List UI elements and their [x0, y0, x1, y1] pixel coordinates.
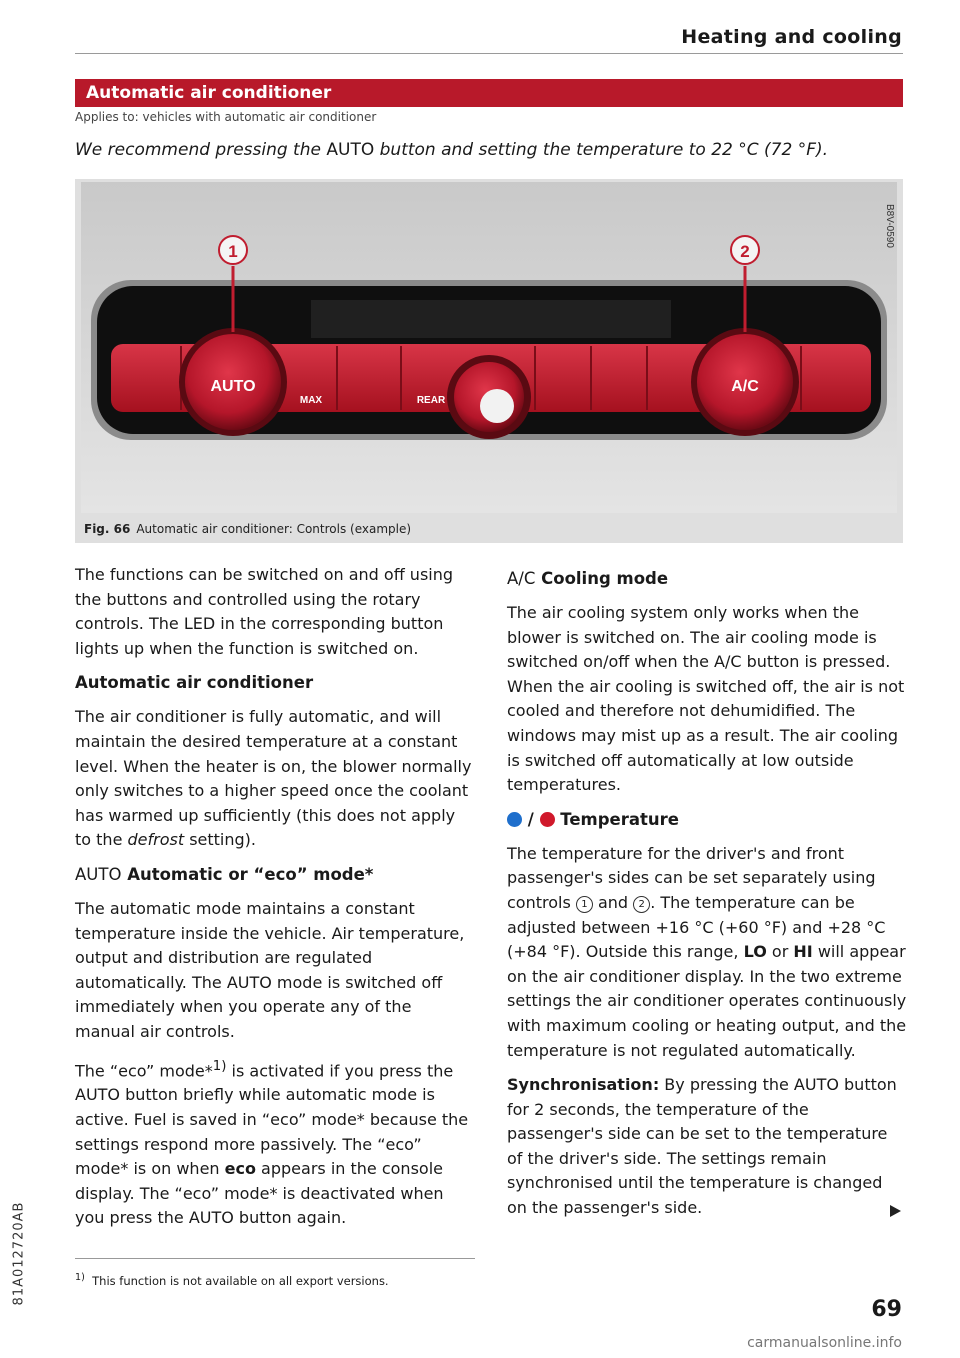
- continue-arrow-icon: [890, 1205, 901, 1217]
- figure-ref-code: B8V-0590: [884, 204, 895, 248]
- header-divider: [75, 53, 903, 54]
- section-title: Automatic air conditioner: [86, 83, 332, 103]
- callout-2: 2: [740, 242, 750, 261]
- footnote-divider: [75, 1258, 475, 1259]
- heading-cooling-mode: A/C Cooling mode: [507, 569, 669, 588]
- cooling-paragraph: The air cooling system only works when the blower is switched on. The air cooling mode is switched on/off when the A/C button is pressed. When the air cooling is switched off, the air is not cooled and therefore not dehumidified. The windows may mist up as a result. The air cooling is switched off automatically at low outside temperatures.: [507, 603, 905, 795]
- ac-knob-label: A/C: [731, 378, 759, 395]
- document-code: 81A012720AB: [11, 1201, 27, 1306]
- eco-mode-paragraph: The “eco” mode*$^{1)}$ is activated if you press the AUTO button briefly while automatic mode is active. Fuel is saved in “eco” mode* because the settings respond more passively. The “eco” mode* is on when eco appears in the console display. The “eco” mode* is deactivated when you press the AUTO button again.: [75, 1058, 469, 1228]
- heading-auto-mode: AUTO Automatic or “eco” mode*: [75, 864, 374, 884]
- auto-mode-paragraph: The automatic mode maintains a constant temperature inside the vehicle. Air temperature, output and distribution are regulated automatically. The AUTO mode is switched off immediately when you operate any of the manual air controls.: [75, 898, 465, 1041]
- right-column: [507, 563, 907, 1231]
- section-banner: [75, 79, 903, 107]
- intro-paragraph: The functions can be switched on and off using the buttons and controlled using the rotary controls. The LED in the corresponding button lights up when the function is switched on.: [75, 565, 454, 658]
- left-column: [75, 563, 475, 1241]
- page-number: 69: [871, 1297, 902, 1322]
- figure-caption: Fig. 66 Automatic air conditioner: Controls (example): [84, 522, 412, 536]
- callout-1: 1: [228, 242, 238, 261]
- footnote: $^{1)}$ This function is not available on all export versions.: [75, 1272, 389, 1288]
- heading-temperature: / Temperature: [507, 808, 907, 832]
- cold-dot-icon: [507, 812, 522, 827]
- watermark: carmanualsonline.info: [747, 1335, 902, 1351]
- synchronisation-paragraph: Synchronisation: By pressing the AUTO button for 2 seconds, the temperature of the passenger's side can be set to the temperature of the driver's side. The settings remain synchronised until the temperature is changed on the passenger's side.: [507, 1075, 897, 1218]
- automatic-paragraph: The air conditioner is fully automatic, and will maintain the desired temperature at a constant level. When the heater is on, the blower normally only switches to a higher speed once the coolant has warmed up sufficiently (this does not apply to the defrost setting).: [75, 707, 472, 850]
- callout-1-ref: 1: [576, 896, 593, 913]
- applies-to-note: Applies to: vehicles with automatic air conditioner: [75, 110, 377, 124]
- callout-2-ref: 2: [633, 896, 650, 913]
- intro-recommendation: We recommend pressing the AUTO button and setting the temperature to 22 °C (72 °F).: [75, 140, 829, 160]
- header-title: Heating and cooling: [681, 26, 902, 48]
- climate-control-panel-image: [81, 182, 897, 513]
- heading-automatic-ac: Automatic air conditioner: [75, 673, 314, 693]
- temperature-paragraph: The temperature for the driver's and front passenger's sides can be set separately using controls 1 and 2 . The temperature can be adjusted between +16 °C (+60 °F) and +28 °C (+84 °F). Outside this range, LO or HI will appear on the air conditioner display. In the two extreme settings the air conditioner operates continuously with maximum cooling or heating output, and the temperature is not regulated automatically.: [507, 843, 907, 1060]
- rear-button-label: REAR: [416, 395, 446, 406]
- auto-knob-label: AUTO: [210, 378, 256, 395]
- max-button-label: MAX: [299, 395, 323, 406]
- hot-dot-icon: [540, 812, 555, 827]
- figure: [75, 179, 903, 543]
